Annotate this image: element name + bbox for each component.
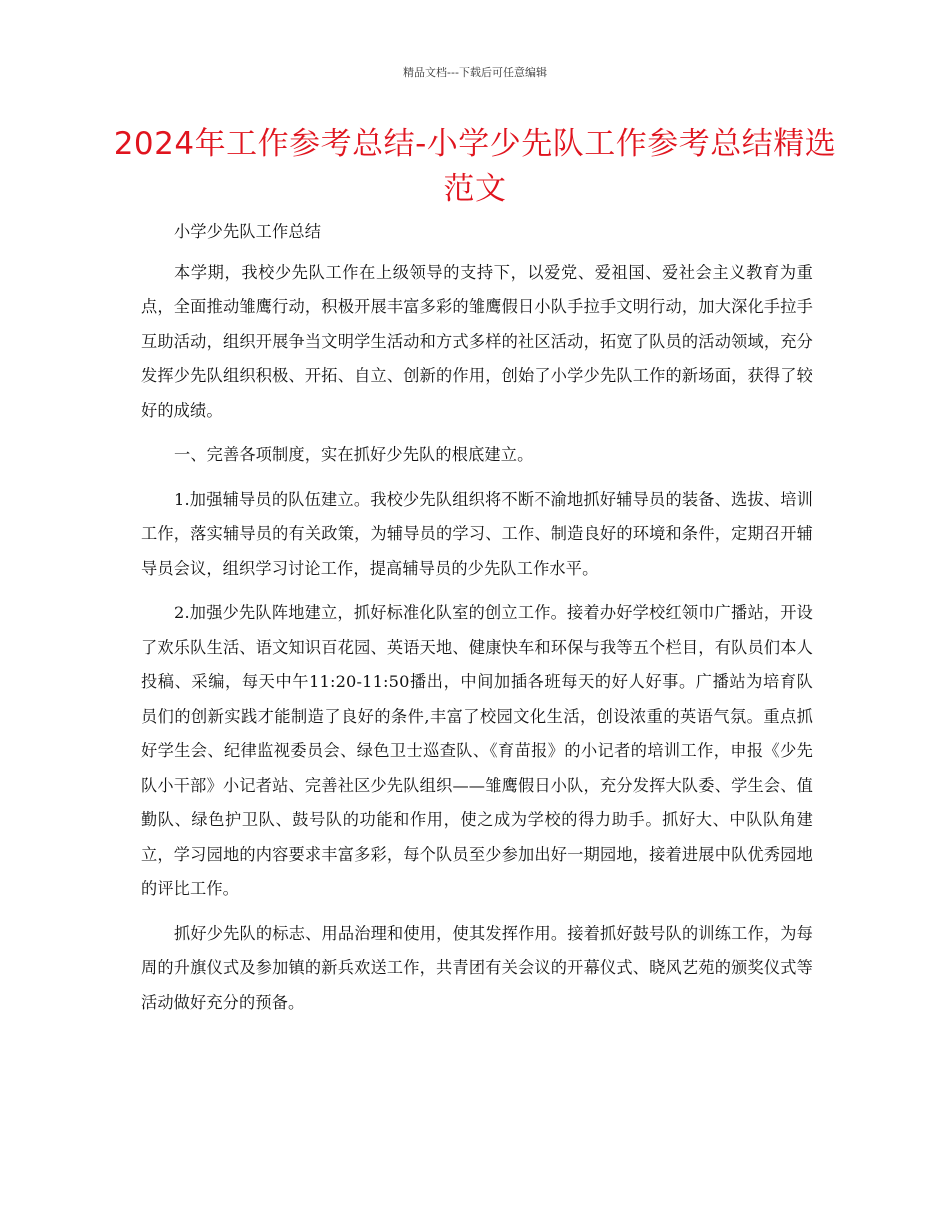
document-title: 2024年工作参考总结-小学少先队工作参考总结精选范文	[113, 126, 837, 207]
paragraph-intro: 本学期，我校少先队工作在上级领导的支持下，以爱党、爱祖国、爱社会主义教育为重点，全面推动雏鹰行动，积极开展丰富多彩的雏鹰假日小队手拉手文明行动，加大深化手拉手互助活动，组织开展争当文明学生活动和方式多样的社区活动，拓宽了队员的活动领域，充分发挥少先队组织积极、开拓、自立、创新的作用，创始了小学少先队工作的新场面，获得了较好的成绩。	[141, 262, 813, 420]
paragraph-flags: 抓好少先队的标志、用品治理和使用，使其发挥作用。接着抓好鼓号队的训练工作，为每周的升旗仪式及参加镇的新兵欢送工作，共青团有关会议的开幕仪式、晓风艺苑的颁奖仪式等活动做好充分的预备。	[141, 923, 813, 1012]
paragraph-item-1: 1.加强辅导员的队伍建立。我校少先队组织将不断不渝地抓好辅导员的装备、选拔、培训工作，落实辅导员的有关政策，为辅导员的学习、工作、制造良好的环境和条件，定期召开辅导员会议，组织学习讨论工作，提高辅导员的少先队工作水平。	[141, 489, 813, 578]
document-subtitle: 小学少先队工作总结	[174, 222, 322, 241]
document-body	[141, 215, 813, 1030]
paragraph-item-2: 2.加强少先队阵地建立，抓好标准化队室的创立工作。接着办好学校红领巾广播站，开设了欢乐队生活、语文知识百花园、英语天地、健康快车和环保与我等五个栏目，有队员们本人投稿、采编，每天中午11:20-11:50播出，中间加插各班每天的好人好事。广播站为培育队员们的创新实践才能制造了良好的条件,丰富了校园文化生活，创设浓重的英语气氛。重点抓好学生会、纪律监视委员会、绿色卫士巡查队、《育苗报》的小记者的培训工作，申报《少先队小干部》小记者站、完善社区少先队组织——雏鹰假日小队，充分发挥大队委、学生会、值勤队、绿色护卫队、鼓号队的功能和作用，使之成为学校的得力助手。抓好大、中队队角建立，学习园地的内容要求丰富多彩，每个队员至少参加出好一期园地，接着进展中队优秀园地的评比工作。	[141, 603, 813, 898]
section-heading-1: 一、完善各项制度，实在抓好少先队的根底建立。	[174, 445, 534, 464]
header-note: 精品文档---下载后可任意编辑	[403, 66, 547, 79]
